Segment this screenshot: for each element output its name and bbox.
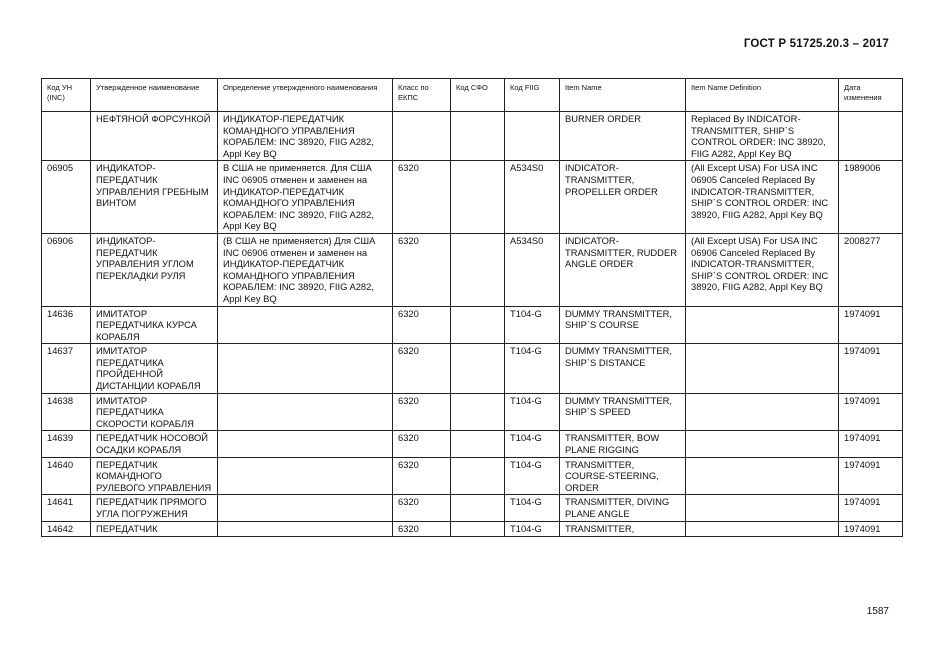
cell-class: 6320 <box>393 431 451 457</box>
cell-definition: ИНДИКАТОР-ПЕРЕДАТЧИК КОМАНДНОГО УПРАВЛЕНИЯ КОРАБЛЕМ: INC 38920, FIIG A282, Appl Key BQ <box>218 112 393 161</box>
col-header-sfo: Код СФО <box>451 79 505 112</box>
cell-definition <box>218 306 393 344</box>
cell-item-definition <box>686 457 839 495</box>
table-row <box>42 431 903 457</box>
cell-change-date: 1989006 <box>839 161 903 234</box>
cell-item-name: TRANSMITTER, BOW PLANE RIGGING <box>560 431 686 457</box>
cell-sfo <box>451 521 505 536</box>
cell-change-date: 1974091 <box>839 521 903 536</box>
cell-approved-name: ПЕРЕДАТЧИК НОСОВОЙ ОСАДКИ КОРАБЛЯ <box>91 431 218 457</box>
cell-approved-name: ИНДИКАТОР-ПЕРЕДАТЧИК УПРАВЛЕНИЯ УГЛОМ ПЕРЕКЛАДКИ РУЛЯ <box>91 233 218 306</box>
table-row <box>42 393 903 431</box>
gost-table <box>41 78 903 537</box>
table-row <box>42 344 903 393</box>
cell-fiig: T104-G <box>505 521 560 536</box>
col-header-class: Класс по ЕКПС <box>393 79 451 112</box>
cell-definition <box>218 495 393 521</box>
cell-approved-name: ПЕРЕДАТЧИК ПРЯМОГО УГЛА ПОГРУЖЕНИЯ <box>91 495 218 521</box>
cell-item-definition <box>686 495 839 521</box>
cell-change-date: 1974091 <box>839 495 903 521</box>
cell-item-name: TRANSMITTER, COURSE-STEERING, ORDER <box>560 457 686 495</box>
cell-approved-name: ИМИТАТОР ПЕРЕДАТЧИКА КУРСА КОРАБЛЯ <box>91 306 218 344</box>
cell-inc: 14642 <box>42 521 91 536</box>
cell-definition <box>218 457 393 495</box>
table-row <box>42 112 903 161</box>
cell-class: 6320 <box>393 521 451 536</box>
cell-item-name: INDICATOR-TRANSMITTER, RUDDER ANGLE ORDER <box>560 233 686 306</box>
cell-item-name: DUMMY TRANSMITTER, SHIP`S DISTANCE <box>560 344 686 393</box>
table-row <box>42 161 903 234</box>
table-row <box>42 495 903 521</box>
cell-fiig: T104-G <box>505 306 560 344</box>
cell-item-name: DUMMY TRANSMITTER, SHIP`S SPEED <box>560 393 686 431</box>
cell-item-definition <box>686 306 839 344</box>
cell-inc: 14637 <box>42 344 91 393</box>
cell-definition: В США не применяется. Для США INC 06905 отменен и заменен на ИНДИКАТОР-ПЕРЕДАТЧИК КОМАНДНОГО УПРАВЛЕНИЯ КОРАБЛЕМ: INC 38920, FIIG A282, Appl Key BQ <box>218 161 393 234</box>
document-header: ГОСТ Р 51725.20.3 – 2017 <box>743 38 889 50</box>
col-header-approved-name: Утвержденное наименование <box>91 79 218 112</box>
cell-change-date: 1974091 <box>839 431 903 457</box>
cell-change-date: 1974091 <box>839 306 903 344</box>
cell-definition <box>218 521 393 536</box>
cell-change-date: 2008277 <box>839 233 903 306</box>
cell-sfo <box>451 495 505 521</box>
cell-inc: 06905 <box>42 161 91 234</box>
cell-item-definition <box>686 521 839 536</box>
cell-item-name: BURNER ORDER <box>560 112 686 161</box>
page-number: 1587 <box>866 606 889 617</box>
cell-sfo <box>451 233 505 306</box>
cell-item-name: INDICATOR-TRANSMITTER, PROPELLER ORDER <box>560 161 686 234</box>
cell-fiig: A534S0 <box>505 233 560 306</box>
cell-sfo <box>451 161 505 234</box>
cell-approved-name: НЕФТЯНОЙ ФОРСУНКОЙ <box>91 112 218 161</box>
cell-sfo <box>451 431 505 457</box>
cell-sfo <box>451 344 505 393</box>
cell-fiig: A534S0 <box>505 161 560 234</box>
cell-class: 6320 <box>393 306 451 344</box>
cell-sfo <box>451 457 505 495</box>
cell-approved-name: ИМИТАТОР ПЕРЕДАТЧИКА СКОРОСТИ КОРАБЛЯ <box>91 393 218 431</box>
cell-sfo <box>451 306 505 344</box>
cell-approved-name: ИМИТАТОР ПЕРЕДАТЧИКА ПРОЙДЕННОЙ ДИСТАНЦИИ КОРАБЛЯ <box>91 344 218 393</box>
cell-class: 6320 <box>393 393 451 431</box>
cell-item-definition: (All Except USA) For USA INC 06906 Canceled Replaced By INDICATOR-TRANSMITTER, SHIP`S CONTROL ORDER: INC 38920, FIIG A282, Appl Key BQ <box>686 233 839 306</box>
col-header-inc: Код УН (INC) <box>42 79 91 112</box>
cell-fiig: T104-G <box>505 431 560 457</box>
cell-item-definition <box>686 344 839 393</box>
table-row <box>42 521 903 536</box>
cell-item-definition <box>686 431 839 457</box>
cell-item-definition <box>686 393 839 431</box>
cell-inc: 14641 <box>42 495 91 521</box>
cell-inc: 06906 <box>42 233 91 306</box>
cell-inc: 14638 <box>42 393 91 431</box>
col-header-definition: Определение утвержденного наименования <box>218 79 393 112</box>
table-row <box>42 233 903 306</box>
cell-change-date: 1974091 <box>839 457 903 495</box>
cell-sfo <box>451 393 505 431</box>
cell-item-name: DUMMY TRANSMITTER, SHIP`S COURSE <box>560 306 686 344</box>
col-header-fiig: Код FIIG <box>505 79 560 112</box>
cell-definition <box>218 431 393 457</box>
cell-fiig: T104-G <box>505 344 560 393</box>
table-header-row <box>42 79 903 112</box>
cell-class: 6320 <box>393 233 451 306</box>
cell-approved-name: ПЕРЕДАТЧИК <box>91 521 218 536</box>
cell-definition: (В США не применяется) Для США INC 06906 отменен и заменен на ИНДИКАТОР-ПЕРЕДАТЧИК КОМАНДНОГО УПРАВЛЕНИЯ КОРАБЛЕМ: INC 38920, FIIG A282, Appl Key BQ <box>218 233 393 306</box>
cell-inc: 14639 <box>42 431 91 457</box>
table-row <box>42 457 903 495</box>
cell-definition <box>218 344 393 393</box>
cell-change-date: 1974091 <box>839 393 903 431</box>
cell-item-definition: Replaced By INDICATOR-TRANSMITTER, SHIP`S CONTROL ORDER: INC 38920, FIIG A282, Appl Key BQ <box>686 112 839 161</box>
cell-fiig: T104-G <box>505 457 560 495</box>
cell-fiig: T104-G <box>505 495 560 521</box>
col-header-change-date: Дата изменения <box>839 79 903 112</box>
cell-change-date <box>839 112 903 161</box>
cell-class: 6320 <box>393 495 451 521</box>
cell-item-name: TRANSMITTER, <box>560 521 686 536</box>
cell-class <box>393 112 451 161</box>
cell-fiig: T104-G <box>505 393 560 431</box>
cell-fiig <box>505 112 560 161</box>
table-row <box>42 306 903 344</box>
cell-approved-name: ИНДИКАТОР-ПЕРЕДАТЧИК УПРАВЛЕНИЯ ГРЕБНЫМ ВИНТОМ <box>91 161 218 234</box>
cell-item-name: TRANSMITTER, DIVING PLANE ANGLE <box>560 495 686 521</box>
col-header-item-name: Item Name <box>560 79 686 112</box>
cell-class: 6320 <box>393 161 451 234</box>
cell-approved-name: ПЕРЕДАТЧИК КОМАНДНОГО РУЛЕВОГО УПРАВЛЕНИЯ <box>91 457 218 495</box>
cell-definition <box>218 393 393 431</box>
cell-inc: 14636 <box>42 306 91 344</box>
cell-item-definition: (All Except USA) For USA INC 06905 Canceled Replaced By INDICATOR-TRANSMITTER, SHIP`S CONTROL ORDER: INC 38920, FIIG A282, Appl Key BQ <box>686 161 839 234</box>
cell-class: 6320 <box>393 457 451 495</box>
cell-class: 6320 <box>393 344 451 393</box>
cell-inc: 14640 <box>42 457 91 495</box>
col-header-item-definition: Item Name Definition <box>686 79 839 112</box>
cell-change-date: 1974091 <box>839 344 903 393</box>
cell-sfo <box>451 112 505 161</box>
cell-inc <box>42 112 91 161</box>
